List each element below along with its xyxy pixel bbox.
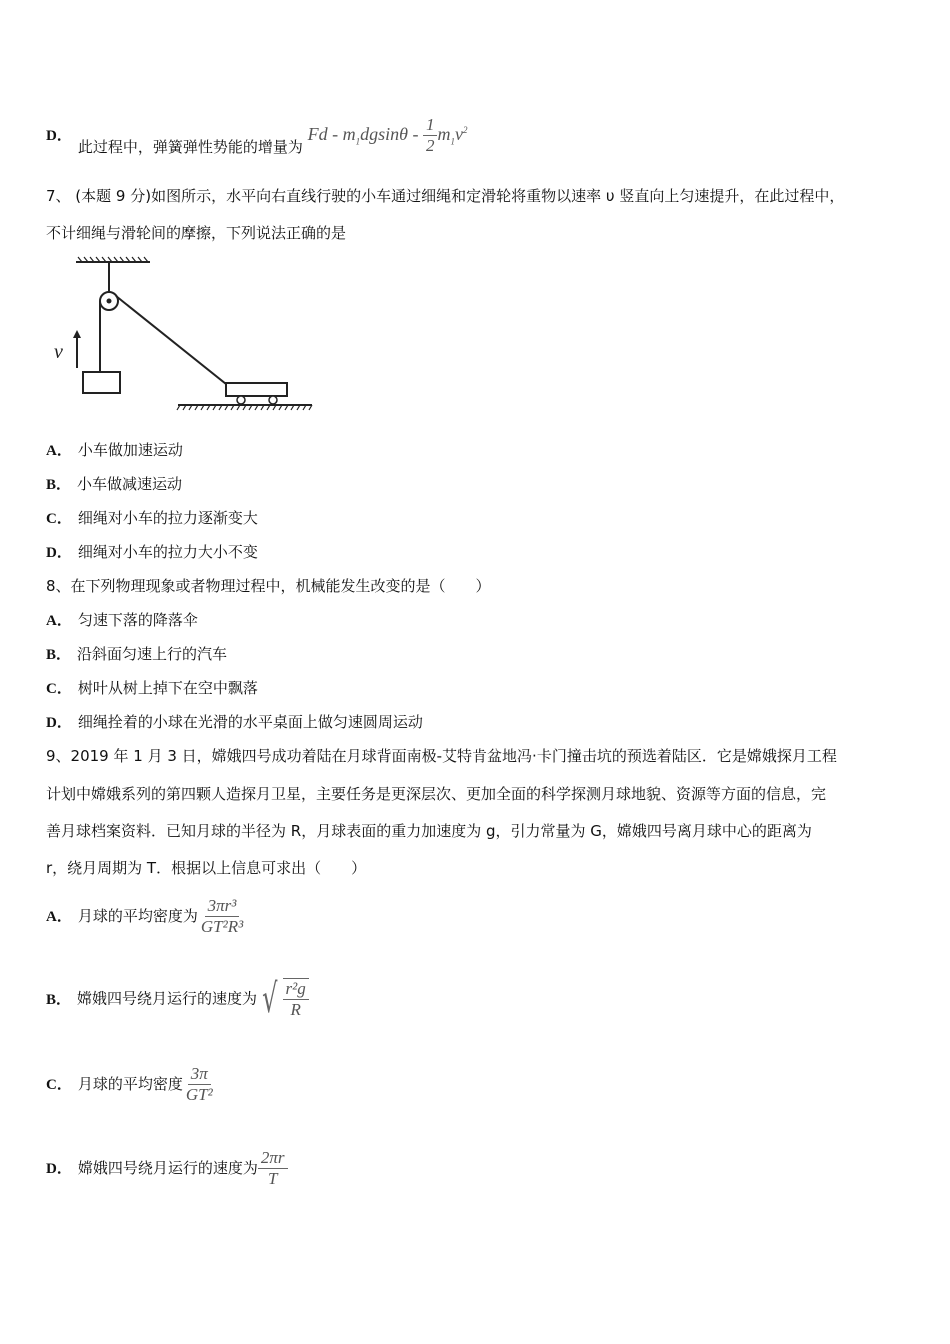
- option-text: 小车做加速运动: [77, 441, 183, 459]
- q9-option-d: [46, 1148, 288, 1189]
- formula: [307, 124, 423, 147]
- q7-option-a: [46, 440, 183, 461]
- option-text: 月球的平均密度为: [77, 907, 198, 925]
- denominator: GT²R³: [200, 917, 244, 936]
- option-text: 树叶从树上掉下在空中飘落: [77, 679, 258, 697]
- option-text: 细绳拴着的小球在光滑的水平桌面上做匀速圆周运动: [77, 713, 423, 731]
- sqrt-formula: √ $\frac{\text{r²g}}{R}$: [257, 978, 309, 1020]
- option-label: D．: [46, 128, 72, 144]
- denominator: 2: [425, 136, 435, 155]
- q7-option-d: [46, 542, 258, 563]
- f-sup: 2: [462, 125, 468, 135]
- q9-stem-line: 计划中嫦娥系列的第四颗人造探月卫星，主要任务是更深层次、更加全面的科学探测月球地貌、资源等方面的信息，完: [46, 785, 827, 803]
- option-text: 沿斜面匀速上行的汽车: [77, 645, 228, 663]
- weight-block: [83, 372, 120, 393]
- f-lead: Fd - m: [307, 124, 356, 144]
- cart: [226, 383, 287, 396]
- option-label: B．: [46, 477, 72, 493]
- option-label: D．: [46, 545, 72, 561]
- option-label: A．: [46, 909, 72, 925]
- q7-stem-line: 不计细绳与滑轮间的摩擦，下列说法正确的是: [46, 224, 347, 242]
- option-label: C．: [46, 511, 72, 527]
- option-text: 嫦娥四号绕月运行的速度为: [77, 989, 258, 1008]
- q9-stem-line: 9、2019 年 1 月 3 日，嫦娥四号成功着陆在月球背面南极-艾特肯盆地冯·卡门撞击坑的预选着陆区．它是嫦娥探月工程: [46, 747, 837, 765]
- numerator: 2πr: [258, 1148, 288, 1169]
- q9-option-b: [46, 978, 309, 1020]
- option-label: C．: [46, 681, 72, 697]
- velocity-label: v: [54, 341, 63, 363]
- denominator: GT²: [185, 1085, 213, 1104]
- q8-option-c: [46, 678, 258, 699]
- q7-stem-line: 7、 (本题 9 分)如图所示，水平向右直线行驶的小车通过细绳和定滑轮将重物以速率 υ 竖直向上匀速提升，在此过程中，: [46, 187, 845, 205]
- option-label: A．: [46, 443, 72, 459]
- option-label: B．: [46, 647, 72, 663]
- q8-option-a: [46, 610, 198, 631]
- option-text: 此过程中，弹簧弹性势能的增量为: [77, 138, 303, 156]
- option-label: C．: [46, 1077, 72, 1093]
- f-sub: 1: [355, 136, 361, 147]
- option-label: A．: [46, 613, 72, 629]
- q8-option-b: [46, 644, 227, 665]
- q6-option-d: [46, 115, 467, 156]
- f-v: v: [454, 124, 463, 144]
- numerator: r²g: [283, 979, 309, 1000]
- q7-option-c: [46, 508, 258, 529]
- q9-stem-line: 善月球档案资料．已知月球的半径为 R，月球表面的重力加速度为 g，引力常量为 G，嫦娥四号离月球中心的距离为: [46, 822, 812, 840]
- option-label: D．: [46, 1161, 72, 1177]
- option-label: D．: [46, 715, 72, 731]
- option-text: 小车做减速运动: [77, 475, 183, 493]
- q8-stem: 8、在下列物理现象或者物理过程中，机械能发生改变的是（ ）: [46, 577, 491, 595]
- numerator: 3π: [188, 1064, 211, 1085]
- option-text: 嫦娥四号绕月运行的速度为: [77, 1159, 258, 1177]
- q7-option-b: [46, 474, 182, 495]
- q9-option-a: [46, 896, 246, 937]
- option-text: 月球的平均密度: [77, 1075, 183, 1093]
- option-text: 匀速下落的降落伞: [77, 611, 198, 629]
- option-label: B．: [46, 991, 72, 1008]
- option-text: 细绳对小车的拉力逐渐变大: [77, 509, 258, 527]
- numerator: 1: [423, 115, 438, 136]
- option-text: 细绳对小车的拉力大小不变: [77, 543, 258, 561]
- fraction: [423, 115, 438, 156]
- pulley-diagram: [40, 250, 330, 420]
- q9-option-c: [46, 1064, 216, 1105]
- f-tail: m: [437, 124, 451, 144]
- denominator: R: [290, 1000, 301, 1019]
- q8-option-d: [46, 712, 423, 733]
- q9-stem-line: r，绕月周期为 T．根据以上信息可求出（ ）: [46, 859, 367, 877]
- denominator: T: [267, 1169, 278, 1188]
- f-mid: dgsinθ -: [360, 124, 423, 144]
- numerator: 3πr³: [205, 896, 240, 917]
- f-sub: 1: [450, 136, 455, 147]
